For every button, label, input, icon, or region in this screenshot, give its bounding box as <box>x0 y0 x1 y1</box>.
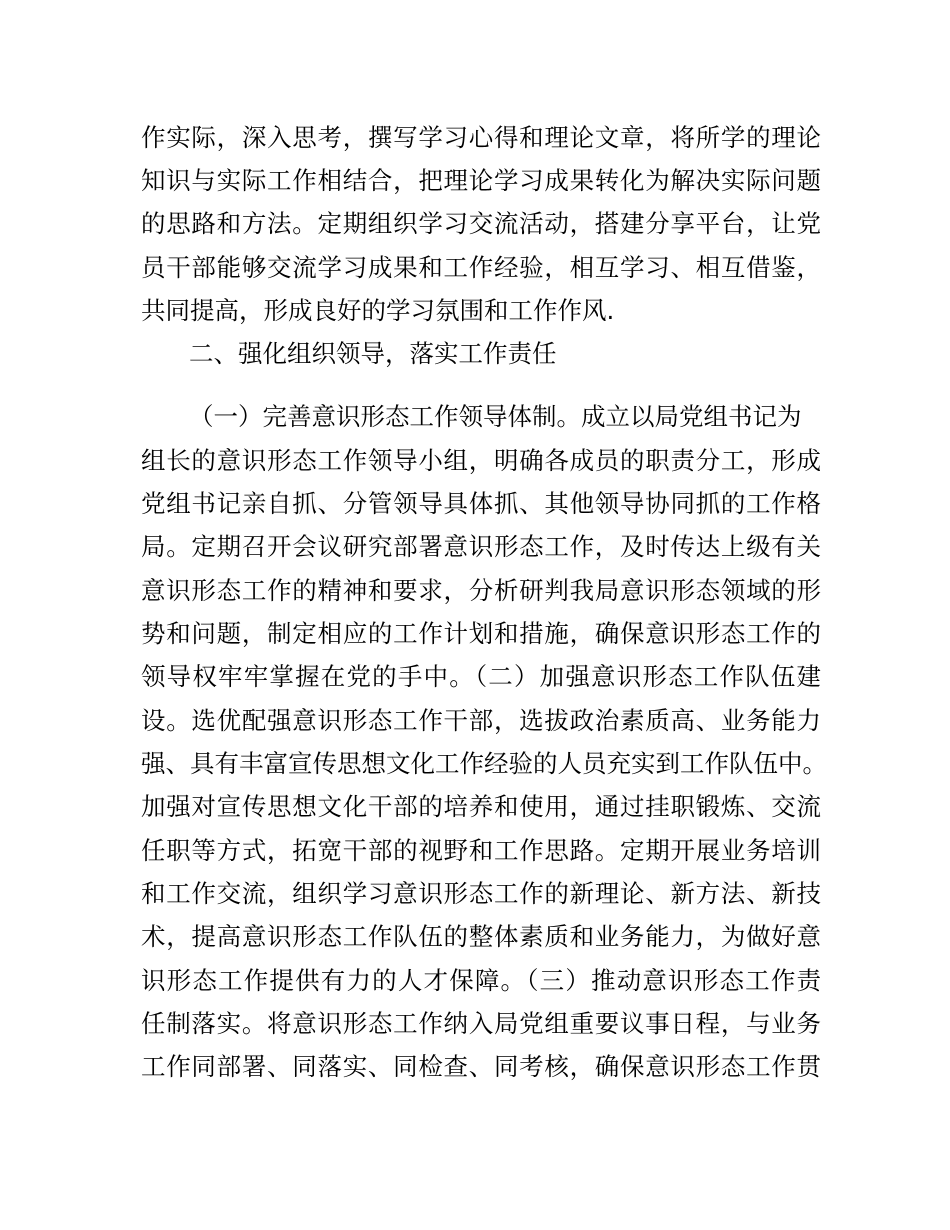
paragraph-line: 知识与实际工作相结合，把理论学习成果转化为解决实际问题 <box>141 166 821 195</box>
paragraph-line: 强、具有丰富宣传思想文化工作经验的人员充实到工作队伍中。 <box>141 749 827 778</box>
paragraph-line: 势和问题，制定相应的工作计划和措施，确保意识形态工作的 <box>141 619 821 648</box>
paragraph-line: 识形态工作提供有力的人才保障。（三）推动意识形态工作责 <box>141 966 821 995</box>
paragraph-line: 意识形态工作的精神和要求，分析研判我局意识形态领域的形 <box>141 576 821 605</box>
paragraph-line: 作实际，深入思考，撰写学习心得和理论文章，将所学的理论 <box>141 123 821 152</box>
paragraph-line: 共同提高，形成良好的学习氛围和工作作风. <box>141 296 615 325</box>
paragraph-line: 任职等方式，拓宽干部的视野和工作思路。定期开展业务培训 <box>141 836 821 865</box>
paragraph-line: 党组书记亲自抓、分管领导具体抓、其他领导协同抓的工作格 <box>141 489 821 518</box>
section-heading: 二、强化组织领导，落实工作责任 <box>189 339 557 368</box>
paragraph-line: 员干部能够交流学习成果和工作经验，相互学习、相互借鉴， <box>141 253 821 282</box>
paragraph-line: 和工作交流，组织学习意识形态工作的新理论、新方法、新技 <box>141 879 821 908</box>
paragraph-line: 的思路和方法。定期组织学习交流活动，搭建分享平台，让党 <box>141 209 821 238</box>
paragraph-line: 任制落实。将意识形态工作纳入局党组重要议事日程，与业务 <box>141 1009 821 1038</box>
paragraph-line: 领导权牢牢掌握在党的手中。（二）加强意识形态工作队伍建 <box>141 662 821 691</box>
paragraph-line: 局。定期召开会议研究部署意识形态工作，及时传达上级有关 <box>141 532 821 561</box>
paragraph-line: 组长的意识形态工作领导小组，明确各成员的职责分工，形成 <box>141 446 821 475</box>
paragraph-line: 设。选优配强意识形态工作干部，选拔政治素质高、业务能力 <box>141 706 821 735</box>
paragraph-line: 术，提高意识形态工作队伍的整体素质和业务能力，为做好意 <box>141 922 821 951</box>
paragraph-line: 加强对宣传思想文化干部的培养和使用，通过挂职锻炼、交流 <box>141 792 821 821</box>
paragraph-line: 工作同部署、同落实、同检查、同考核，确保意识形态工作贯 <box>141 1052 821 1081</box>
paragraph-line: （一）完善意识形态工作领导体制。成立以局党组书记为 <box>189 402 802 431</box>
